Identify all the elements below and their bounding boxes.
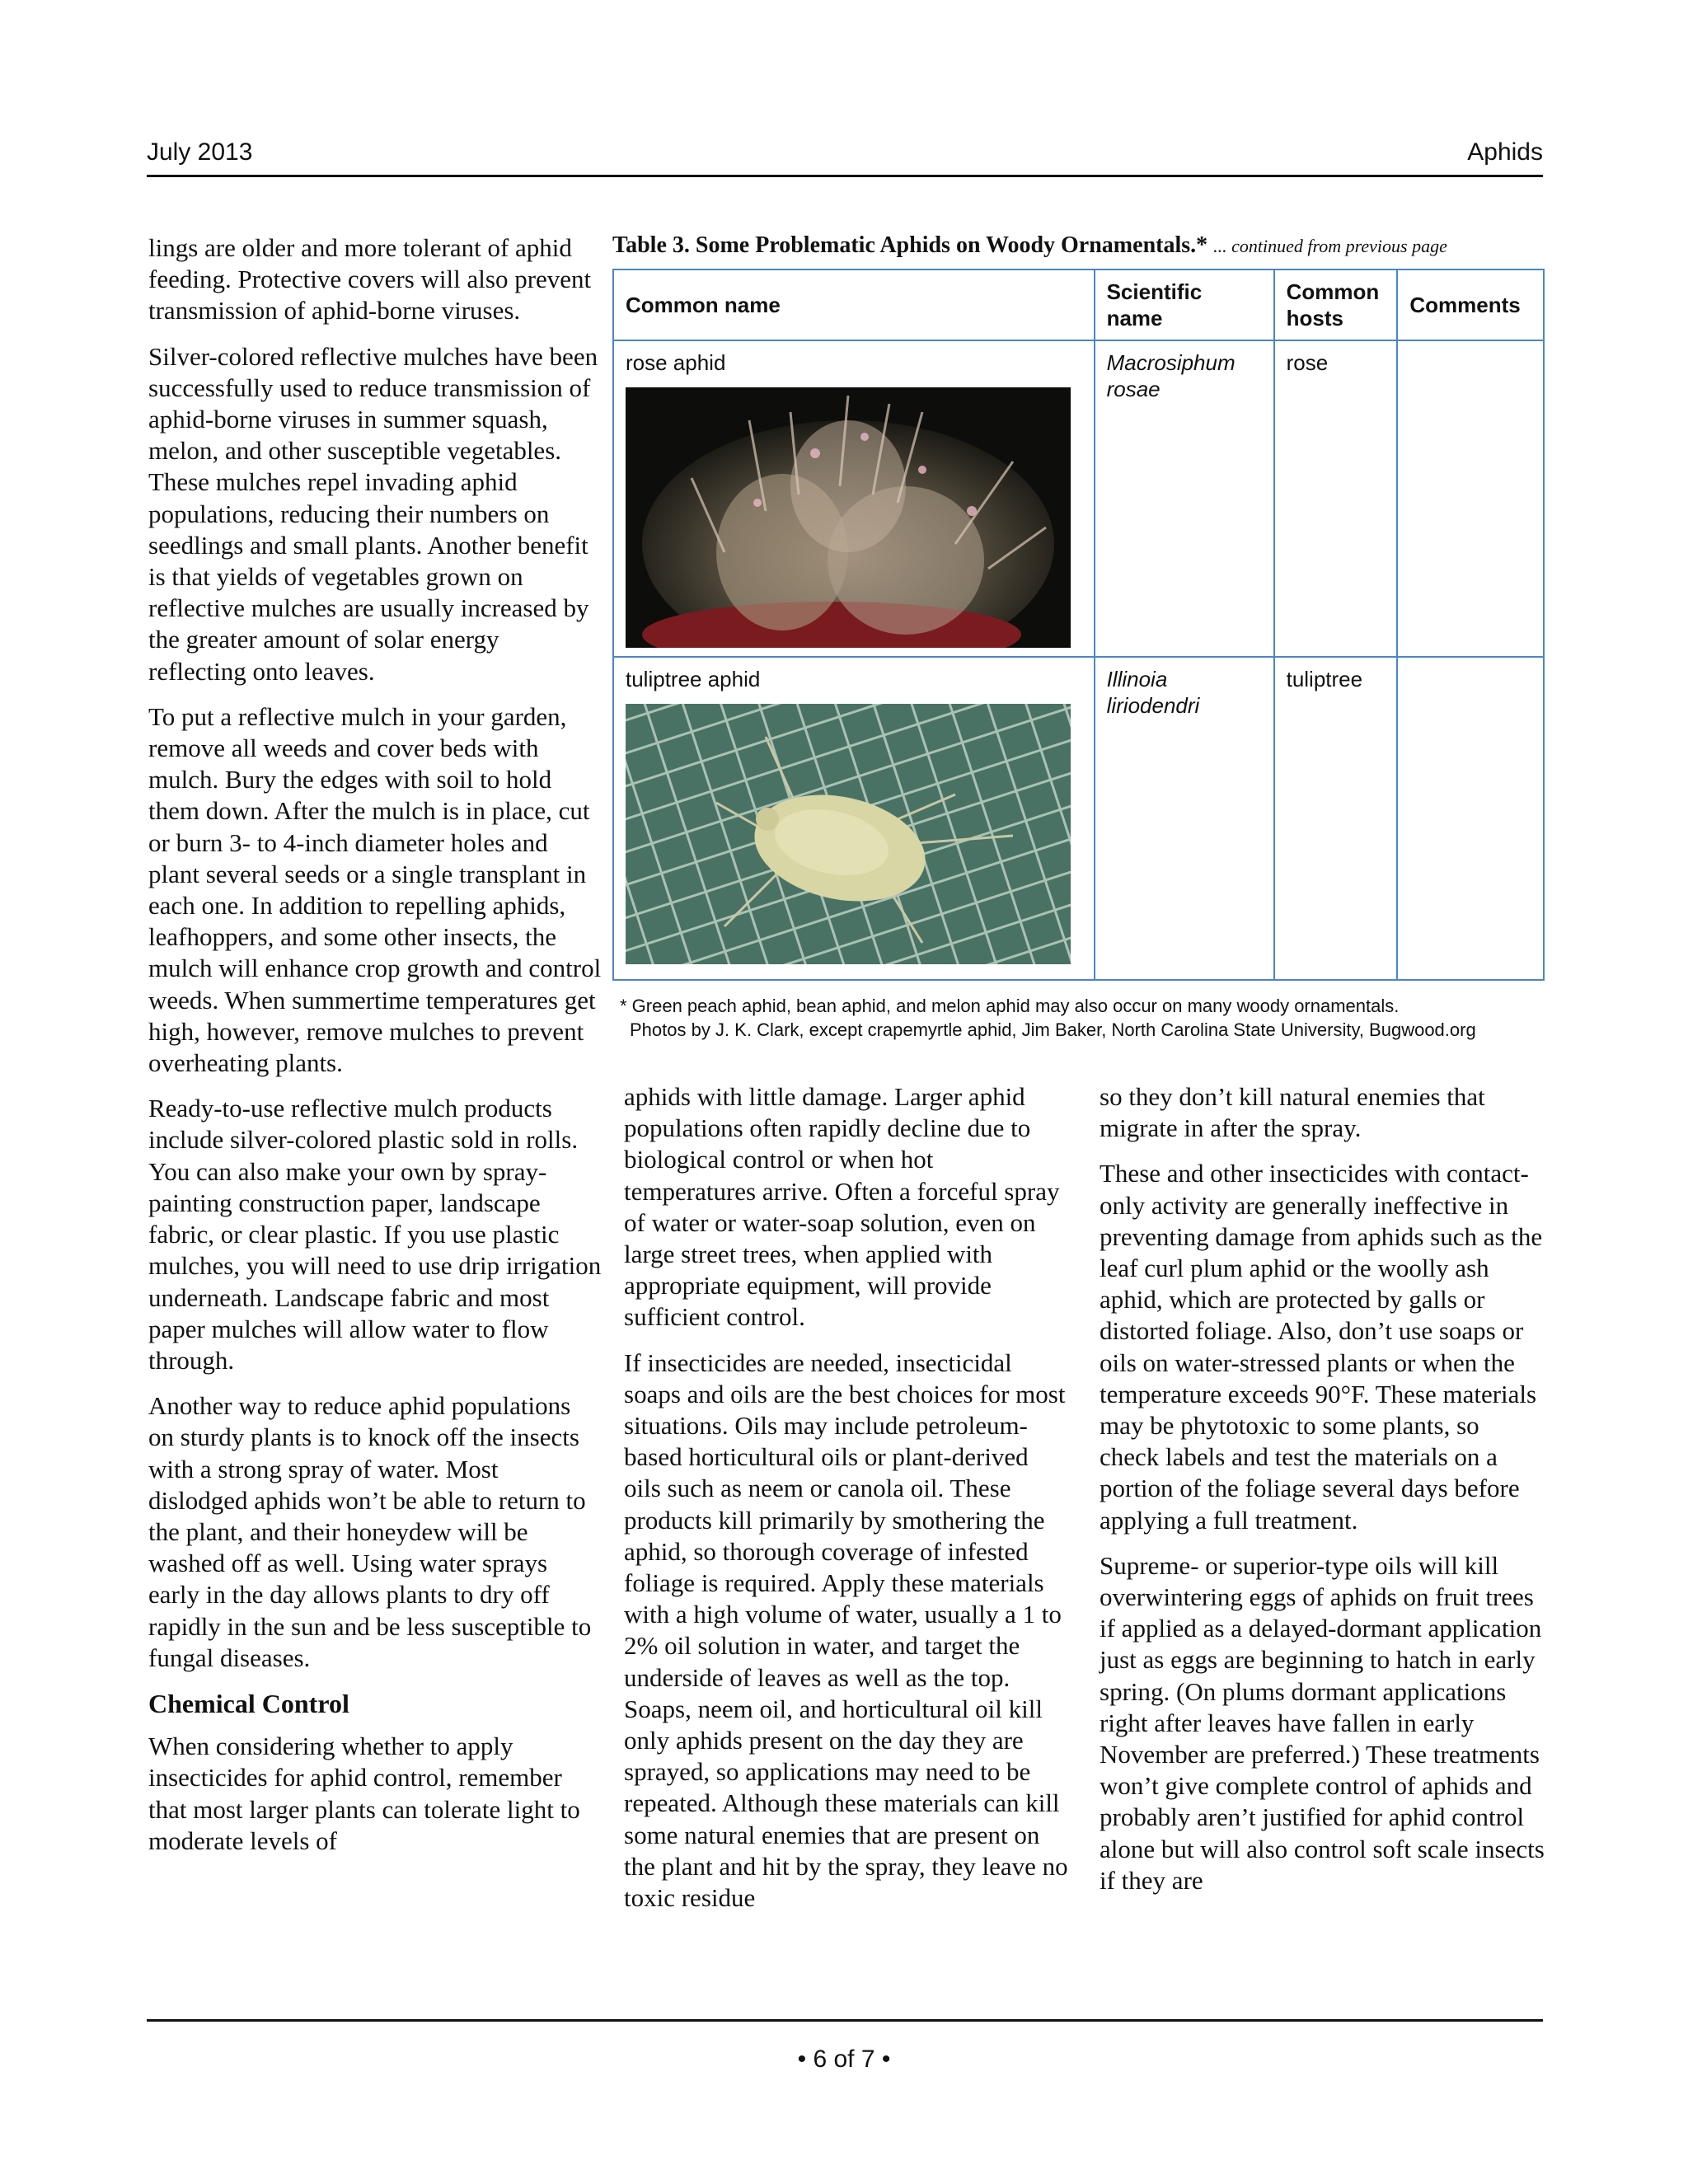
section-heading: Chemical Control xyxy=(148,1688,349,1718)
paragraph: These and other insecticides with contact-only activity are generally ineffective in preventing damage from aphids such as the leaf curl plum aphid or the woolly ash aphid, which are protected by galls or distorted foliage. Also, don’t use soaps or oils on water-stressed plants or when the temperature exceeds 90°F. These materials may be phytotoxic to some plants, so check labels and test the materials on a portion of the foliage several days before applying a full treatment. xyxy=(1100,1159,1543,1535)
page-header xyxy=(147,138,1543,177)
paragraph: aphids with little damage. Larger aphid populations often rapidly decline due to biological control or when hot temperatures arrive. Often a forceful spray of water or water-soap solution, even on large street trees, when applied with appropriate equipment, will provide sufficient control. xyxy=(624,1082,1060,1332)
table-continued-note: ... continued from previous page xyxy=(1213,236,1447,256)
cell-comments xyxy=(1397,657,1544,980)
paragraph: Silver-colored reflective mulches have been successfully used to reduce transmission of aphid-borne viruses in summer squash, melon, and other susceptible vegetables. These mulches repel invading aphid populations, reducing their numbers on seedlings and small plants. Another benefit is that yields of vegetables grown on reflective mulches are usually increased by the greater amount of solar energy reflecting onto leaves. xyxy=(148,341,598,686)
header-comments: Comments xyxy=(1397,269,1544,340)
cell-comments xyxy=(1397,340,1544,657)
photo-credit: Photos by J. K. Clark, except crapemyrtle aphid, Jim Baker, North Carolina State University, Bugwood.org xyxy=(630,1019,1476,1040)
scientific-name-text: Illinoia liriodendri xyxy=(1106,667,1200,718)
header-date: July 2013 xyxy=(147,138,253,166)
table-footnote xyxy=(620,994,1551,1042)
cell-scientific-name xyxy=(1095,657,1274,980)
header-scientific-name: Scientific name xyxy=(1095,269,1274,340)
paragraph: To put a reflective mulch in your garden, remove all weeds and cover beds with mulch. Bury the edges with soil to hold them down. After the mulch is in place, cut or burn 3- to 4-inch diameter holes and plant several seeds or a single transplant in each one. In addition to repelling aphids, leafhoppers, and some other insects, the mulch will enhance crop growth and control weeds. When summertime temperatures get high, however, remove mulches to prevent overheating plants. xyxy=(148,701,602,1078)
table-title xyxy=(612,232,1545,259)
column-right xyxy=(1100,1081,1545,1910)
common-name-text: rose aphid xyxy=(626,350,726,375)
rose-aphid-photo xyxy=(626,387,1071,648)
footer-rule xyxy=(147,2019,1543,2022)
footnote-line: * Green peach aphid, bean aphid, and melon aphid may also occur on many woody ornamentals. xyxy=(620,996,1400,1016)
header-common-name: Common name xyxy=(613,269,1095,340)
column-left xyxy=(148,232,602,1871)
cell-common-hosts: rose xyxy=(1274,340,1398,657)
tuliptree-aphid-photo xyxy=(626,704,1071,964)
cell-common-name xyxy=(613,657,1095,980)
page-number: • 6 of 7 • xyxy=(797,2046,891,2073)
table-title-text: Table 3. Some Problematic Aphids on Woody Ornamentals.* xyxy=(612,232,1208,258)
paragraph: Another way to reduce aphid populations on sturdy plants is to knock off the insects with a strong spray of water. Most dislodged aphids won’t be able to return to the plant, and their honeydew will be washed off as well. Using water sprays early in the day allows plants to dry off rapidly in the sun and be less susceptible to fungal diseases. xyxy=(148,1391,592,1672)
aphid-table xyxy=(612,269,1545,981)
header-common-hosts: Common hosts xyxy=(1274,269,1398,340)
table-row xyxy=(613,657,1544,980)
cell-common-hosts: tuliptree xyxy=(1274,657,1398,980)
paragraph: If insecticides are needed, insecticidal soaps and oils are the best choices for most situations. Oils may include petroleum-based horticultural oils or plant-derived oils such as neem or canola oil. These products kill primarily by smothering the aphid, so thorough coverage of infested foliage is required. Apply these materials with a high volume of water, usually a 1 to 2% oil solution in water, and target the underside of leaves as well as the top. Soaps, neem oil, and horticultural oil kill only aphids present on the day they are sprayed, so applications may need to be repeated. Although these materials can kill some natural enemies that are present on the plant and hit by the spray, they leave no toxic residue xyxy=(624,1347,1068,1913)
cell-scientific-name xyxy=(1095,340,1274,657)
table-header-row xyxy=(613,269,1544,340)
header-topic: Aphids xyxy=(1467,138,1543,166)
scientific-name-text: Macrosiphum rosae xyxy=(1106,350,1236,401)
paragraph: Ready-to-use reflective mulch products include silver-colored plastic sold in rolls. You can also make your own by spray-painting construction paper, landscape fabric, or clear plastic. If you use plastic mulches, you will need to use drip irrigation underneath. Landscape fabric and most paper mulches will allow water to flow through. xyxy=(148,1094,602,1375)
column-middle xyxy=(624,1081,1069,1928)
common-name-text: tuliptree aphid xyxy=(626,667,761,691)
paragraph: When considering whether to apply insecticides for aphid control, remember that most larger plants can tolerate light to moderate levels of xyxy=(148,1732,580,1855)
table-row xyxy=(613,340,1544,657)
paragraph: Supreme- or superior-type oils will kill overwintering eggs of aphids on fruit trees if applied as a delayed-dormant application just as eggs are beginning to hatch in early spring. (On plums dormant applications right after leaves have fallen in early November are preferred.) These treatments won’t give complete control of aphids and probably aren’t justified for aphid control alone but will also control soft scale insects if they are xyxy=(1100,1550,1545,1895)
cell-common-name xyxy=(613,340,1095,657)
paragraph: lings are older and more tolerant of aphid feeding. Protective covers will also prevent transmission of aphid-borne viruses. xyxy=(148,233,592,326)
paragraph: so they don’t kill natural enemies that migrate in after the spray. xyxy=(1100,1082,1485,1143)
